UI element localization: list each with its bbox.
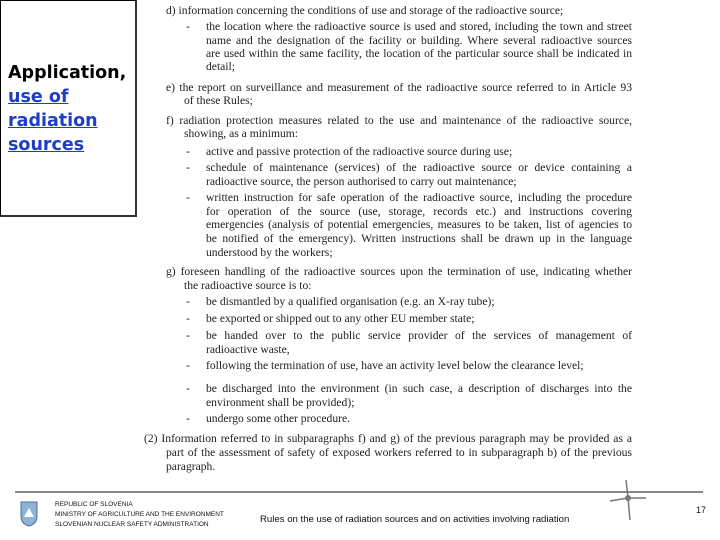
list-item-line: radioactive waste, <box>206 343 290 356</box>
footer-org-line: MINISTRY OF AGRICULTURE AND THE ENVIRONMENT <box>55 511 224 518</box>
list-dash: - <box>186 412 190 425</box>
paragraph-line: showing, as a minimum: <box>184 127 299 140</box>
footer-title: Rules on the use of radiation sources and on activities involving radiation <box>260 514 570 525</box>
list-item-line: schedule of maintenance (services) of the radioactive source or device containing a <box>206 161 632 174</box>
list-item-line: environment shall be provided); <box>206 396 355 409</box>
footer-org-line: REPUBLIC OF SLOVENIA <box>55 501 133 508</box>
list-dash: - <box>186 359 190 372</box>
list-dash: - <box>186 20 190 33</box>
list-item-line: name and the designation of the facility or building. Where several radioactive sources <box>206 34 632 47</box>
list-item-line: understood by the workers; <box>206 246 333 259</box>
list-item-line: for operation of the source (use, storage, records etc.) and instructions covering <box>206 205 632 218</box>
list-dash: - <box>186 382 190 395</box>
paragraph-line: d) information concerning the conditions of use and storage of the radioactive source; <box>166 4 564 17</box>
paragraph-line: of these Rules; <box>184 94 253 107</box>
slide-link-line[interactable]: use of <box>8 87 69 107</box>
paragraph-line: part of the assessment of safety of exposed workers referred to in subparagraph b) of the previous <box>166 446 632 459</box>
list-dash: - <box>186 329 190 342</box>
slovenia-coat-of-arms-icon <box>20 501 38 527</box>
title-box <box>0 0 137 217</box>
list-item-line: be notified of the emergency). Written instructions shall be drawn up in the language <box>206 232 632 245</box>
list-dash: - <box>186 145 190 158</box>
list-item-line: active and passive protection of the radioactive source during use; <box>206 145 513 158</box>
list-dash: - <box>186 312 190 325</box>
list-dash: - <box>186 191 190 204</box>
list-dash: - <box>186 295 190 308</box>
list-dash: - <box>186 161 190 174</box>
compass-ornament-icon <box>608 478 648 522</box>
list-item-line: undergo some other procedure. <box>206 412 351 425</box>
list-item-line: be discharged into the environment (in such case, a description of discharges into the <box>206 382 632 395</box>
paragraph-line: paragraph. <box>166 460 216 473</box>
slide-link-line[interactable]: sources <box>8 135 85 155</box>
footer-org-line: SLOVENIAN NUCLEAR SAFETY ADMINISTRATION <box>55 521 209 528</box>
list-item-line: are used within the same facility, the location of the particular source shall be indicated in <box>206 47 632 60</box>
page-number: 17 <box>696 505 707 515</box>
list-item-line: be exported or shipped out to any other EU member state; <box>206 312 475 325</box>
paragraph-line: e) the report on surveillance and measurement of the radioactive source referred to in Article 93 <box>166 81 632 94</box>
list-item-line: written instruction for safe operation of the radioactive source, including the procedure <box>206 191 632 204</box>
paragraph-line: the radioactive source is to: <box>184 279 312 292</box>
list-item-line: following the termination of use, have an activity level below the clearance level; <box>206 359 584 372</box>
list-item-line: be dismantled by a qualified organisation (e.g. an X-ray tube); <box>206 295 495 308</box>
paragraph-line: g) foreseen handling of the radioactive sources upon the termination of use, indicating whether <box>166 265 632 278</box>
list-item-line: be handed over to the public service provider of the services of management of <box>206 329 632 342</box>
slide-link-line[interactable]: radiation <box>8 111 98 131</box>
footer-divider <box>15 491 703 493</box>
paragraph-line: (2) Information referred to in subparagraphs f) and g) of the previous paragraph may be provided as a <box>144 432 632 445</box>
list-item-line: radioactive source, the person authorised to carry out maintenance; <box>206 175 517 188</box>
paragraph-line: f) radiation protection measures related to the use and maintenance of the radioactive source, <box>166 114 632 127</box>
slide-title: Application, <box>8 63 127 83</box>
list-item-line: the location where the radioactive source is used and stored, including the town and street <box>206 20 632 33</box>
list-item-line: detail; <box>206 60 235 73</box>
list-item-line: emergencies (analysis of potential emergencies, measures to be taken, list of agencies to <box>206 218 632 231</box>
